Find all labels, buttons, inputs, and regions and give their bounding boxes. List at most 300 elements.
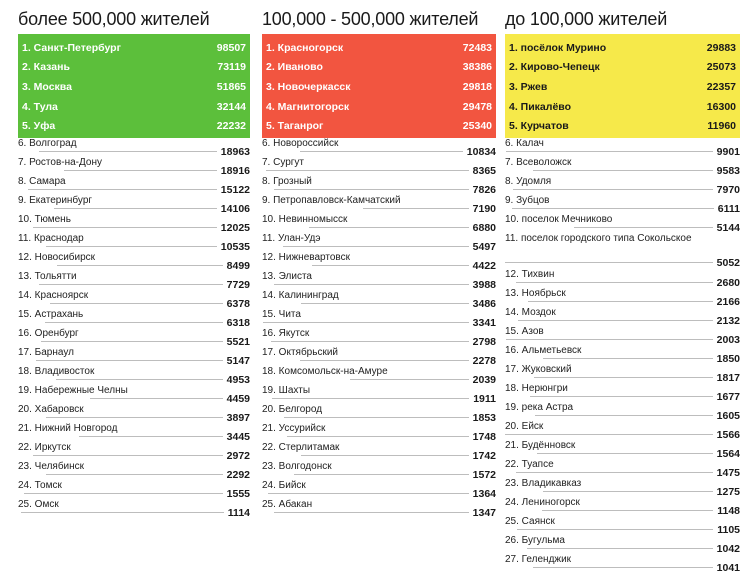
- column-over-500k: [18, 0, 250, 518]
- row-underline: [39, 284, 223, 285]
- list-item: [18, 214, 250, 232]
- column-title: до 100,000 жителей: [505, 9, 668, 29]
- city-label: 5. Уфа: [22, 120, 56, 133]
- row-underline: [350, 379, 469, 380]
- city-value: 29478: [462, 100, 492, 113]
- list-item: [505, 326, 740, 344]
- list-item: [18, 271, 250, 289]
- city-value: 18963: [220, 146, 250, 158]
- city-label: 23. Челябинск: [18, 461, 85, 472]
- city-value: 7729: [226, 279, 250, 291]
- city-value: 2798: [472, 336, 496, 348]
- column-under-100k: [505, 0, 740, 573]
- city-value: 3445: [226, 431, 250, 443]
- city-label: 7. Всеволожск: [505, 157, 572, 168]
- list-item: [505, 138, 740, 156]
- city-label: 2. Иваново: [266, 61, 323, 74]
- row-underline: [271, 341, 469, 342]
- city-label: 21. Уссурийск: [262, 423, 326, 434]
- list-item: [505, 383, 740, 401]
- city-value: 5147: [226, 355, 250, 367]
- city-label: 9. Петропавловск-Камчатский: [262, 195, 401, 206]
- list-item: [505, 233, 740, 269]
- city-value: 2132: [716, 315, 740, 327]
- top-row: [509, 58, 736, 78]
- city-label: 18. Комсомольск-на-Амуре: [262, 366, 388, 377]
- city-value: 6880: [472, 222, 496, 234]
- row-underline: [46, 417, 223, 418]
- city-value: 98507: [216, 41, 246, 54]
- list-item: [18, 480, 250, 498]
- city-label: 12. Нижневартовск: [262, 252, 350, 263]
- row-underline: [517, 529, 713, 530]
- city-value: 10535: [220, 241, 250, 253]
- city-value: 2278: [472, 355, 496, 367]
- city-label: 8. Удомля: [505, 176, 552, 187]
- city-value: 3897: [226, 412, 250, 424]
- list-item: [262, 195, 496, 213]
- list-item: [18, 157, 250, 175]
- row-underline: [56, 379, 223, 380]
- city-label: 4. Пикалёво: [509, 100, 572, 113]
- list-item: [262, 252, 496, 270]
- row-underline: [36, 360, 223, 361]
- row-underline: [274, 189, 469, 190]
- list-item: [262, 176, 496, 194]
- list-item: [18, 138, 250, 156]
- list-item: [262, 404, 496, 422]
- city-value: 9901: [716, 146, 740, 158]
- city-value: 5521: [226, 336, 250, 348]
- city-label: 24. Лениногорск: [505, 497, 580, 508]
- city-label: 24. Бийск: [262, 480, 306, 491]
- row-underline: [33, 455, 223, 456]
- row-underline: [574, 227, 713, 228]
- city-value: 7190: [472, 203, 496, 215]
- top-row: [266, 116, 492, 136]
- city-value: 2003: [716, 334, 740, 346]
- city-value: 1275: [716, 486, 740, 498]
- city-label: 11. Улан-Удэ: [262, 233, 321, 244]
- row-underline: [516, 472, 713, 473]
- city-label: 19. река Астра: [505, 402, 574, 413]
- city-label: 4. Тула: [22, 100, 58, 113]
- city-value: 22232: [216, 120, 246, 133]
- city-label: 20. Белгород: [262, 404, 323, 415]
- city-value: 8499: [226, 260, 250, 272]
- city-value: 1850: [716, 353, 740, 365]
- list-item: [18, 442, 250, 460]
- list-item: [505, 421, 740, 439]
- city-value: 9583: [716, 165, 740, 177]
- city-label: 25. Омск: [18, 499, 59, 510]
- city-value: 4422: [472, 260, 496, 272]
- city-value: 25340: [462, 120, 492, 133]
- top-row: [22, 38, 246, 58]
- row-underline: [301, 455, 469, 456]
- city-label: 27. Геленджик: [505, 554, 572, 565]
- row-underline: [513, 189, 713, 190]
- city-label: 15. Чита: [262, 309, 301, 320]
- city-value: 18916: [220, 165, 250, 177]
- city-value: 22357: [706, 80, 736, 93]
- city-label: 11. Краснодар: [18, 233, 84, 244]
- city-label: 19. Набережные Челны: [18, 385, 128, 396]
- city-label: 23. Владикавказ: [505, 478, 582, 489]
- city-label: 14. Моздок: [505, 307, 556, 318]
- city-value: 1817: [716, 372, 740, 384]
- list-item: [262, 366, 496, 384]
- row-underline: [46, 474, 223, 475]
- city-label: 13. Тольятти: [18, 271, 77, 282]
- city-value: 29883: [706, 41, 736, 54]
- city-label: 7. Сургут: [262, 157, 305, 168]
- city-label: 5. Таганрог: [266, 120, 324, 133]
- row-underline: [266, 170, 469, 171]
- top-row: [266, 58, 492, 78]
- city-value: 3486: [472, 298, 496, 310]
- list-item: [262, 480, 496, 498]
- list-item: [505, 440, 740, 458]
- city-label: 10. Тюмень: [18, 214, 71, 225]
- city-label: 18. Владивосток: [18, 366, 95, 377]
- city-label: 14. Красноярск: [18, 290, 89, 301]
- list-item: [505, 288, 740, 306]
- row-underline: [543, 358, 713, 359]
- city-label: 13. Ноябрьск: [505, 288, 566, 299]
- ranked-list: [505, 138, 740, 573]
- city-label: 9. Зубцов: [505, 195, 550, 206]
- row-underline: [294, 474, 469, 475]
- top-row: [22, 77, 246, 97]
- city-value: 10834: [466, 146, 496, 158]
- list-item: [262, 385, 496, 403]
- city-value: 15122: [220, 184, 250, 196]
- city-label: 2. Кирово-Чепецк: [509, 61, 600, 74]
- list-item: [262, 138, 496, 156]
- city-value: 72483: [462, 41, 492, 54]
- city-value: 1148: [717, 505, 740, 517]
- city-label: 19. Шахты: [262, 385, 311, 396]
- city-value: 1677: [716, 391, 740, 403]
- list-item: [18, 366, 250, 384]
- list-item: [18, 385, 250, 403]
- row-underline: [533, 567, 713, 568]
- list-item: [18, 328, 250, 346]
- row-underline: [516, 282, 713, 283]
- row-underline: [28, 189, 217, 190]
- list-item: [18, 176, 250, 194]
- city-value: 6378: [226, 298, 250, 310]
- city-label: 25. Абакан: [262, 499, 313, 510]
- row-underline: [46, 246, 217, 247]
- city-label: 24. Томск: [18, 480, 62, 491]
- list-item: [505, 402, 740, 420]
- row-underline: [90, 398, 223, 399]
- list-item: [505, 214, 740, 232]
- city-label: 12. Новосибирск: [18, 252, 96, 263]
- city-value: 2292: [226, 469, 250, 481]
- city-label: 2. Казань: [22, 61, 70, 74]
- city-value: 25073: [706, 61, 736, 74]
- city-label: 13. Элиста: [262, 271, 312, 282]
- column-100k-500k: [262, 0, 496, 518]
- city-value: 14106: [220, 203, 250, 215]
- row-underline: [543, 491, 713, 492]
- list-item: [262, 309, 496, 327]
- city-value: 1347: [472, 507, 496, 519]
- row-underline: [505, 434, 713, 435]
- city-value: 1566: [716, 429, 740, 441]
- city-label: 18. Нерюнгри: [505, 383, 568, 394]
- list-item: [262, 271, 496, 289]
- row-underline: [24, 493, 223, 494]
- city-value: 2972: [226, 450, 250, 462]
- city-label: 22. Иркутск: [18, 442, 71, 453]
- city-label: 16. Якутск: [262, 328, 310, 339]
- city-value: 1475: [716, 467, 740, 479]
- top5-highlight-block: [18, 34, 250, 138]
- list-item: [262, 328, 496, 346]
- list-item: [505, 459, 740, 477]
- city-value: 16300: [706, 100, 736, 113]
- row-underline: [284, 417, 469, 418]
- city-value: 4459: [226, 393, 250, 405]
- list-item: [262, 423, 496, 441]
- row-underline: [312, 265, 469, 266]
- list-item: [262, 214, 496, 232]
- city-value: 51865: [216, 80, 246, 93]
- city-value: 12025: [220, 222, 250, 234]
- city-label: 7. Ростов-на-Дону: [18, 157, 102, 168]
- row-underline: [79, 436, 223, 437]
- list-item: [18, 423, 250, 441]
- city-value: 2680: [716, 277, 740, 289]
- list-item: [505, 554, 740, 572]
- top-row: [509, 38, 736, 58]
- list-item: [505, 345, 740, 363]
- row-underline: [263, 322, 469, 323]
- city-value: 1853: [472, 412, 496, 424]
- city-label: 10. Невинномысск: [262, 214, 348, 225]
- city-value: 6318: [226, 317, 250, 329]
- top5-highlight-block: [262, 34, 496, 138]
- city-value: 5144: [716, 222, 740, 234]
- city-label: 16. Альметьевск: [505, 345, 582, 356]
- city-value: 1105: [717, 524, 740, 536]
- city-value: 2039: [472, 374, 496, 386]
- row-underline: [39, 151, 217, 152]
- list-item: [262, 499, 496, 517]
- list-item: [18, 233, 250, 251]
- list-item: [505, 269, 740, 287]
- list-item: [18, 195, 250, 213]
- top-row: [266, 38, 492, 58]
- row-underline: [363, 208, 469, 209]
- city-label: 8. Грозный: [262, 176, 312, 187]
- city-label: 4. Магнитогорск: [266, 100, 350, 113]
- list-item: [262, 233, 496, 251]
- city-label: 3. Москва: [22, 80, 72, 93]
- top-row: [22, 97, 246, 117]
- city-label: 15. Азов: [505, 326, 544, 337]
- ranked-list: [18, 138, 250, 518]
- top-row: [22, 58, 246, 78]
- row-underline: [283, 246, 469, 247]
- city-label: 17. Барнаул: [18, 347, 74, 358]
- city-value: 1748: [472, 431, 496, 443]
- list-item: [505, 195, 740, 213]
- list-item: [262, 442, 496, 460]
- city-value: 11960: [707, 120, 736, 133]
- city-label: 10. поселок Мечниково: [505, 214, 613, 225]
- city-value: 38386: [462, 61, 492, 74]
- row-underline: [518, 320, 713, 321]
- row-underline: [530, 396, 713, 397]
- row-underline: [50, 303, 223, 304]
- city-label: 6. Калач: [505, 138, 544, 149]
- list-item: [18, 309, 250, 327]
- city-value: 8365: [472, 165, 496, 177]
- list-item: [505, 307, 740, 325]
- top-row: [509, 116, 736, 136]
- row-underline: [268, 493, 469, 494]
- row-underline: [534, 377, 713, 378]
- city-value: 1572: [472, 469, 496, 481]
- city-label: 22. Туапсе: [505, 459, 554, 470]
- city-value: 1555: [226, 488, 250, 500]
- city-value: 5052: [716, 257, 740, 269]
- row-underline: [533, 170, 713, 171]
- list-item: [262, 347, 496, 365]
- row-underline: [64, 170, 217, 171]
- row-underline: [21, 512, 224, 513]
- city-value: 3341: [472, 317, 496, 329]
- city-value: 3988: [472, 279, 496, 291]
- row-underline: [309, 227, 469, 228]
- list-item: [262, 290, 496, 308]
- city-label: 25. Саянск: [505, 516, 555, 527]
- city-value: 1911: [473, 393, 496, 405]
- row-underline: [528, 301, 713, 302]
- top-row: [266, 77, 492, 97]
- list-item: [18, 499, 250, 517]
- list-item: [505, 535, 740, 553]
- city-label: 21. Будённовск: [505, 440, 576, 451]
- row-underline: [537, 453, 713, 454]
- city-value: 1564: [716, 448, 740, 460]
- city-label: 11. поселок городского типа Сокольское: [505, 233, 692, 244]
- city-value: 4953: [226, 374, 250, 386]
- city-label: 6. Новороссийск: [262, 138, 339, 149]
- city-label: 26. Бугульма: [505, 535, 565, 546]
- row-underline: [535, 415, 713, 416]
- city-label: 20. Хабаровск: [18, 404, 84, 415]
- row-underline: [41, 341, 223, 342]
- row-underline: [506, 339, 713, 340]
- city-label: 16. Оренбург: [18, 328, 79, 339]
- city-value: 6111: [717, 203, 740, 215]
- row-underline: [274, 284, 469, 285]
- list-item: [505, 478, 740, 496]
- city-label: 17. Октябрьский: [262, 347, 338, 358]
- list-item: [18, 252, 250, 270]
- row-underline: [272, 398, 469, 399]
- city-value: 1605: [716, 410, 740, 422]
- list-item: [505, 497, 740, 515]
- top-row: [22, 116, 246, 136]
- city-value: 5497: [472, 241, 496, 253]
- city-label: 3. Ржев: [509, 80, 548, 93]
- city-label: 15. Астрахань: [18, 309, 84, 320]
- row-underline: [512, 208, 714, 209]
- ranked-list: [262, 138, 496, 518]
- city-value: 1041: [716, 562, 740, 574]
- column-title: 100,000 - 500,000 жителей: [262, 9, 479, 29]
- city-value: 32144: [216, 100, 246, 113]
- city-value: 73119: [217, 61, 246, 74]
- list-item: [262, 461, 496, 479]
- city-value: 1042: [716, 543, 740, 555]
- city-label: 22. Стерлитамак: [262, 442, 340, 453]
- column-title: более 500,000 жителей: [18, 9, 210, 29]
- city-label: 23. Волгодонск: [262, 461, 332, 472]
- city-label: 21. Нижний Новгород: [18, 423, 118, 434]
- city-label: 1. Красногорск: [266, 41, 344, 54]
- row-underline: [57, 265, 223, 266]
- city-value: 29818: [462, 80, 492, 93]
- row-underline: [274, 512, 469, 513]
- top-row: [509, 77, 736, 97]
- list-item: [505, 364, 740, 382]
- row-underline: [506, 151, 713, 152]
- top-row: [266, 97, 492, 117]
- list-item: [262, 157, 496, 175]
- top-row: [509, 97, 736, 117]
- list-item: [505, 176, 740, 194]
- row-underline: [54, 208, 217, 209]
- city-label: 3. Новочеркасск: [266, 80, 351, 93]
- city-label: 6. Волгоград: [18, 138, 77, 149]
- row-underline: [527, 548, 713, 549]
- city-label: 8. Самара: [18, 176, 66, 187]
- city-label: 1. Санкт-Петербург: [22, 41, 121, 54]
- city-label: 12. Тихвин: [505, 269, 555, 280]
- list-item: [505, 157, 740, 175]
- top5-highlight-block: [505, 34, 740, 138]
- city-value: 2166: [716, 296, 740, 308]
- list-item: [505, 516, 740, 534]
- city-label: 5. Курчатов: [509, 120, 569, 133]
- city-value: 1114: [227, 507, 250, 519]
- list-item: [18, 461, 250, 479]
- row-underline: [300, 151, 463, 152]
- row-underline: [287, 436, 469, 437]
- city-value: 7826: [472, 184, 496, 196]
- list-item: [18, 404, 250, 422]
- city-label: 14. Калининград: [262, 290, 339, 301]
- row-underline: [33, 227, 217, 228]
- row-underline: [45, 322, 223, 323]
- list-item: [18, 290, 250, 308]
- city-value: 1364: [472, 488, 496, 500]
- row-underline: [301, 303, 469, 304]
- city-label: 17. Жуковский: [505, 364, 572, 375]
- city-label: 1. посёлок Мурино: [509, 41, 607, 54]
- city-value: 1742: [472, 450, 496, 462]
- city-label: 20. Ейск: [505, 421, 544, 432]
- row-underline: [542, 510, 713, 511]
